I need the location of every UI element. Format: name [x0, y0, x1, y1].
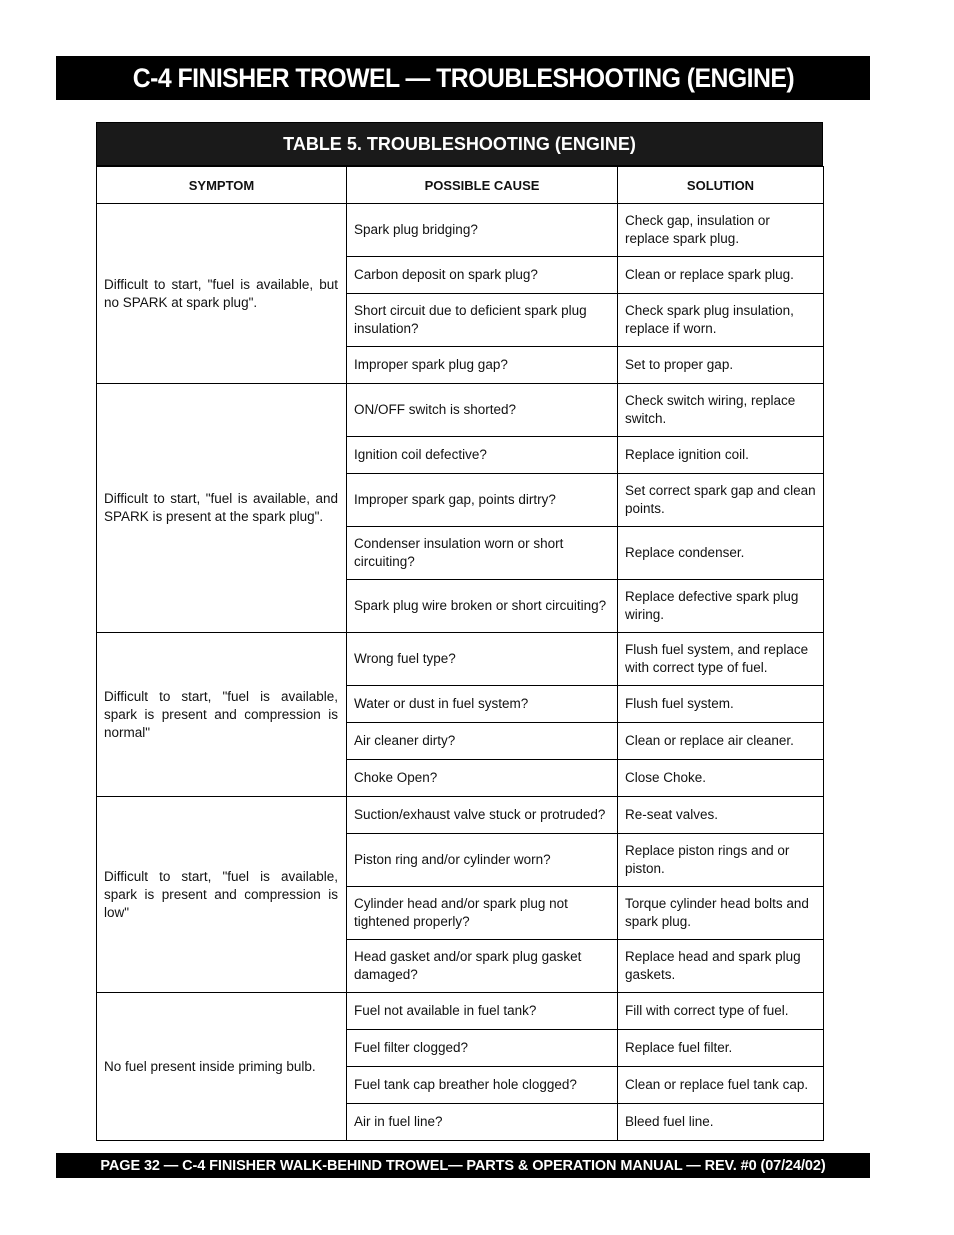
- solution-cell: Check switch wiring, replace switch.: [618, 384, 824, 437]
- cause-cell: Air in fuel line?: [347, 1104, 618, 1141]
- table-row: [97, 993, 824, 1030]
- cause-cell: Carbon deposit on spark plug?: [347, 257, 618, 294]
- page-footer: [56, 1153, 870, 1178]
- cause-cell: ON/OFF switch is shorted?: [347, 384, 618, 437]
- table-row: [97, 384, 824, 437]
- table-row: [97, 633, 824, 686]
- cause-cell: Air cleaner dirty?: [347, 723, 618, 760]
- cause-cell: Fuel tank cap breather hole clogged?: [347, 1067, 618, 1104]
- solution-cell: Bleed fuel line.: [618, 1104, 824, 1141]
- cause-cell: Suction/exhaust valve stuck or protruded?: [347, 797, 618, 834]
- solution-cell: Flush fuel system, and replace with correct type of fuel.: [618, 633, 824, 686]
- solution-cell: Close Choke.: [618, 760, 824, 797]
- cause-cell: Head gasket and/or spark plug gasket damaged?: [347, 940, 618, 993]
- cause-cell: Condenser insulation worn or short circuiting?: [347, 527, 618, 580]
- column-header-solution: SOLUTION: [618, 167, 824, 204]
- solution-cell: Replace head and spark plug gaskets.: [618, 940, 824, 993]
- solution-cell: Replace fuel filter.: [618, 1030, 824, 1067]
- symptom-cell: Difficult to start, "fuel is available, and SPARK is present at the spark plug".: [97, 384, 347, 633]
- solution-cell: Check gap, insulation or replace spark plug.: [618, 204, 824, 257]
- cause-cell: Improper spark gap, points dirtry?: [347, 474, 618, 527]
- cause-cell: Piston ring and/or cylinder worn?: [347, 834, 618, 887]
- symptom-cell: No fuel present inside priming bulb.: [97, 993, 347, 1141]
- solution-cell: Clean or replace spark plug.: [618, 257, 824, 294]
- symptom-cell: Difficult to start, "fuel is available, but no SPARK at spark plug".: [97, 204, 347, 384]
- solution-cell: Replace piston rings and or piston.: [618, 834, 824, 887]
- cause-cell: Choke Open?: [347, 760, 618, 797]
- symptom-cell: Difficult to start, "fuel is available, spark is present and compression is normal": [97, 633, 347, 797]
- column-header-symptom: SYMPTOM: [97, 167, 347, 204]
- solution-cell: Check spark plug insulation, replace if worn.: [618, 294, 824, 347]
- table-header-row: [97, 167, 824, 204]
- page-header: [56, 56, 870, 100]
- solution-cell: Set correct spark gap and clean points.: [618, 474, 824, 527]
- solution-cell: Torque cylinder head bolts and spark plug.: [618, 887, 824, 940]
- cause-cell: Water or dust in fuel system?: [347, 686, 618, 723]
- solution-cell: Replace ignition coil.: [618, 437, 824, 474]
- cause-cell: Ignition coil defective?: [347, 437, 618, 474]
- symptom-cell: Difficult to start, "fuel is available, spark is present and compression is low": [97, 797, 347, 993]
- solution-cell: Replace condenser.: [618, 527, 824, 580]
- cause-cell: Wrong fuel type?: [347, 633, 618, 686]
- column-header-possible-cause: POSSIBLE CAUSE: [347, 167, 618, 204]
- solution-cell: Re-seat valves.: [618, 797, 824, 834]
- footer-text: PAGE 32 — C-4 FINISHER WALK-BEHIND TROWEL— PARTS & OPERATION MANUAL — REV. #0 (07/24/02): [100, 1157, 826, 1174]
- table-row: [97, 204, 824, 257]
- cause-cell: Fuel not available in fuel tank?: [347, 993, 618, 1030]
- cause-cell: Cylinder head and/or spark plug not tightened properly?: [347, 887, 618, 940]
- solution-cell: Fill with correct type of fuel.: [618, 993, 824, 1030]
- solution-cell: Replace defective spark plug wiring.: [618, 580, 824, 633]
- solution-cell: Flush fuel system.: [618, 686, 824, 723]
- cause-cell: Short circuit due to deficient spark plug insulation?: [347, 294, 618, 347]
- solution-cell: Set to proper gap.: [618, 347, 824, 384]
- table-row: [97, 797, 824, 834]
- troubleshooting-grid: [96, 166, 824, 1141]
- table-caption: TABLE 5. TROUBLESHOOTING (ENGINE): [96, 122, 823, 166]
- solution-cell: Clean or replace fuel tank cap.: [618, 1067, 824, 1104]
- solution-cell: Clean or replace air cleaner.: [618, 723, 824, 760]
- page-title: C-4 FINISHER TROWEL — TROUBLESHOOTING (ENGINE): [132, 62, 794, 93]
- cause-cell: Improper spark plug gap?: [347, 347, 618, 384]
- troubleshooting-table: [96, 122, 823, 1141]
- cause-cell: Fuel filter clogged?: [347, 1030, 618, 1067]
- cause-cell: Spark plug wire broken or short circuiting?: [347, 580, 618, 633]
- cause-cell: Spark plug bridging?: [347, 204, 618, 257]
